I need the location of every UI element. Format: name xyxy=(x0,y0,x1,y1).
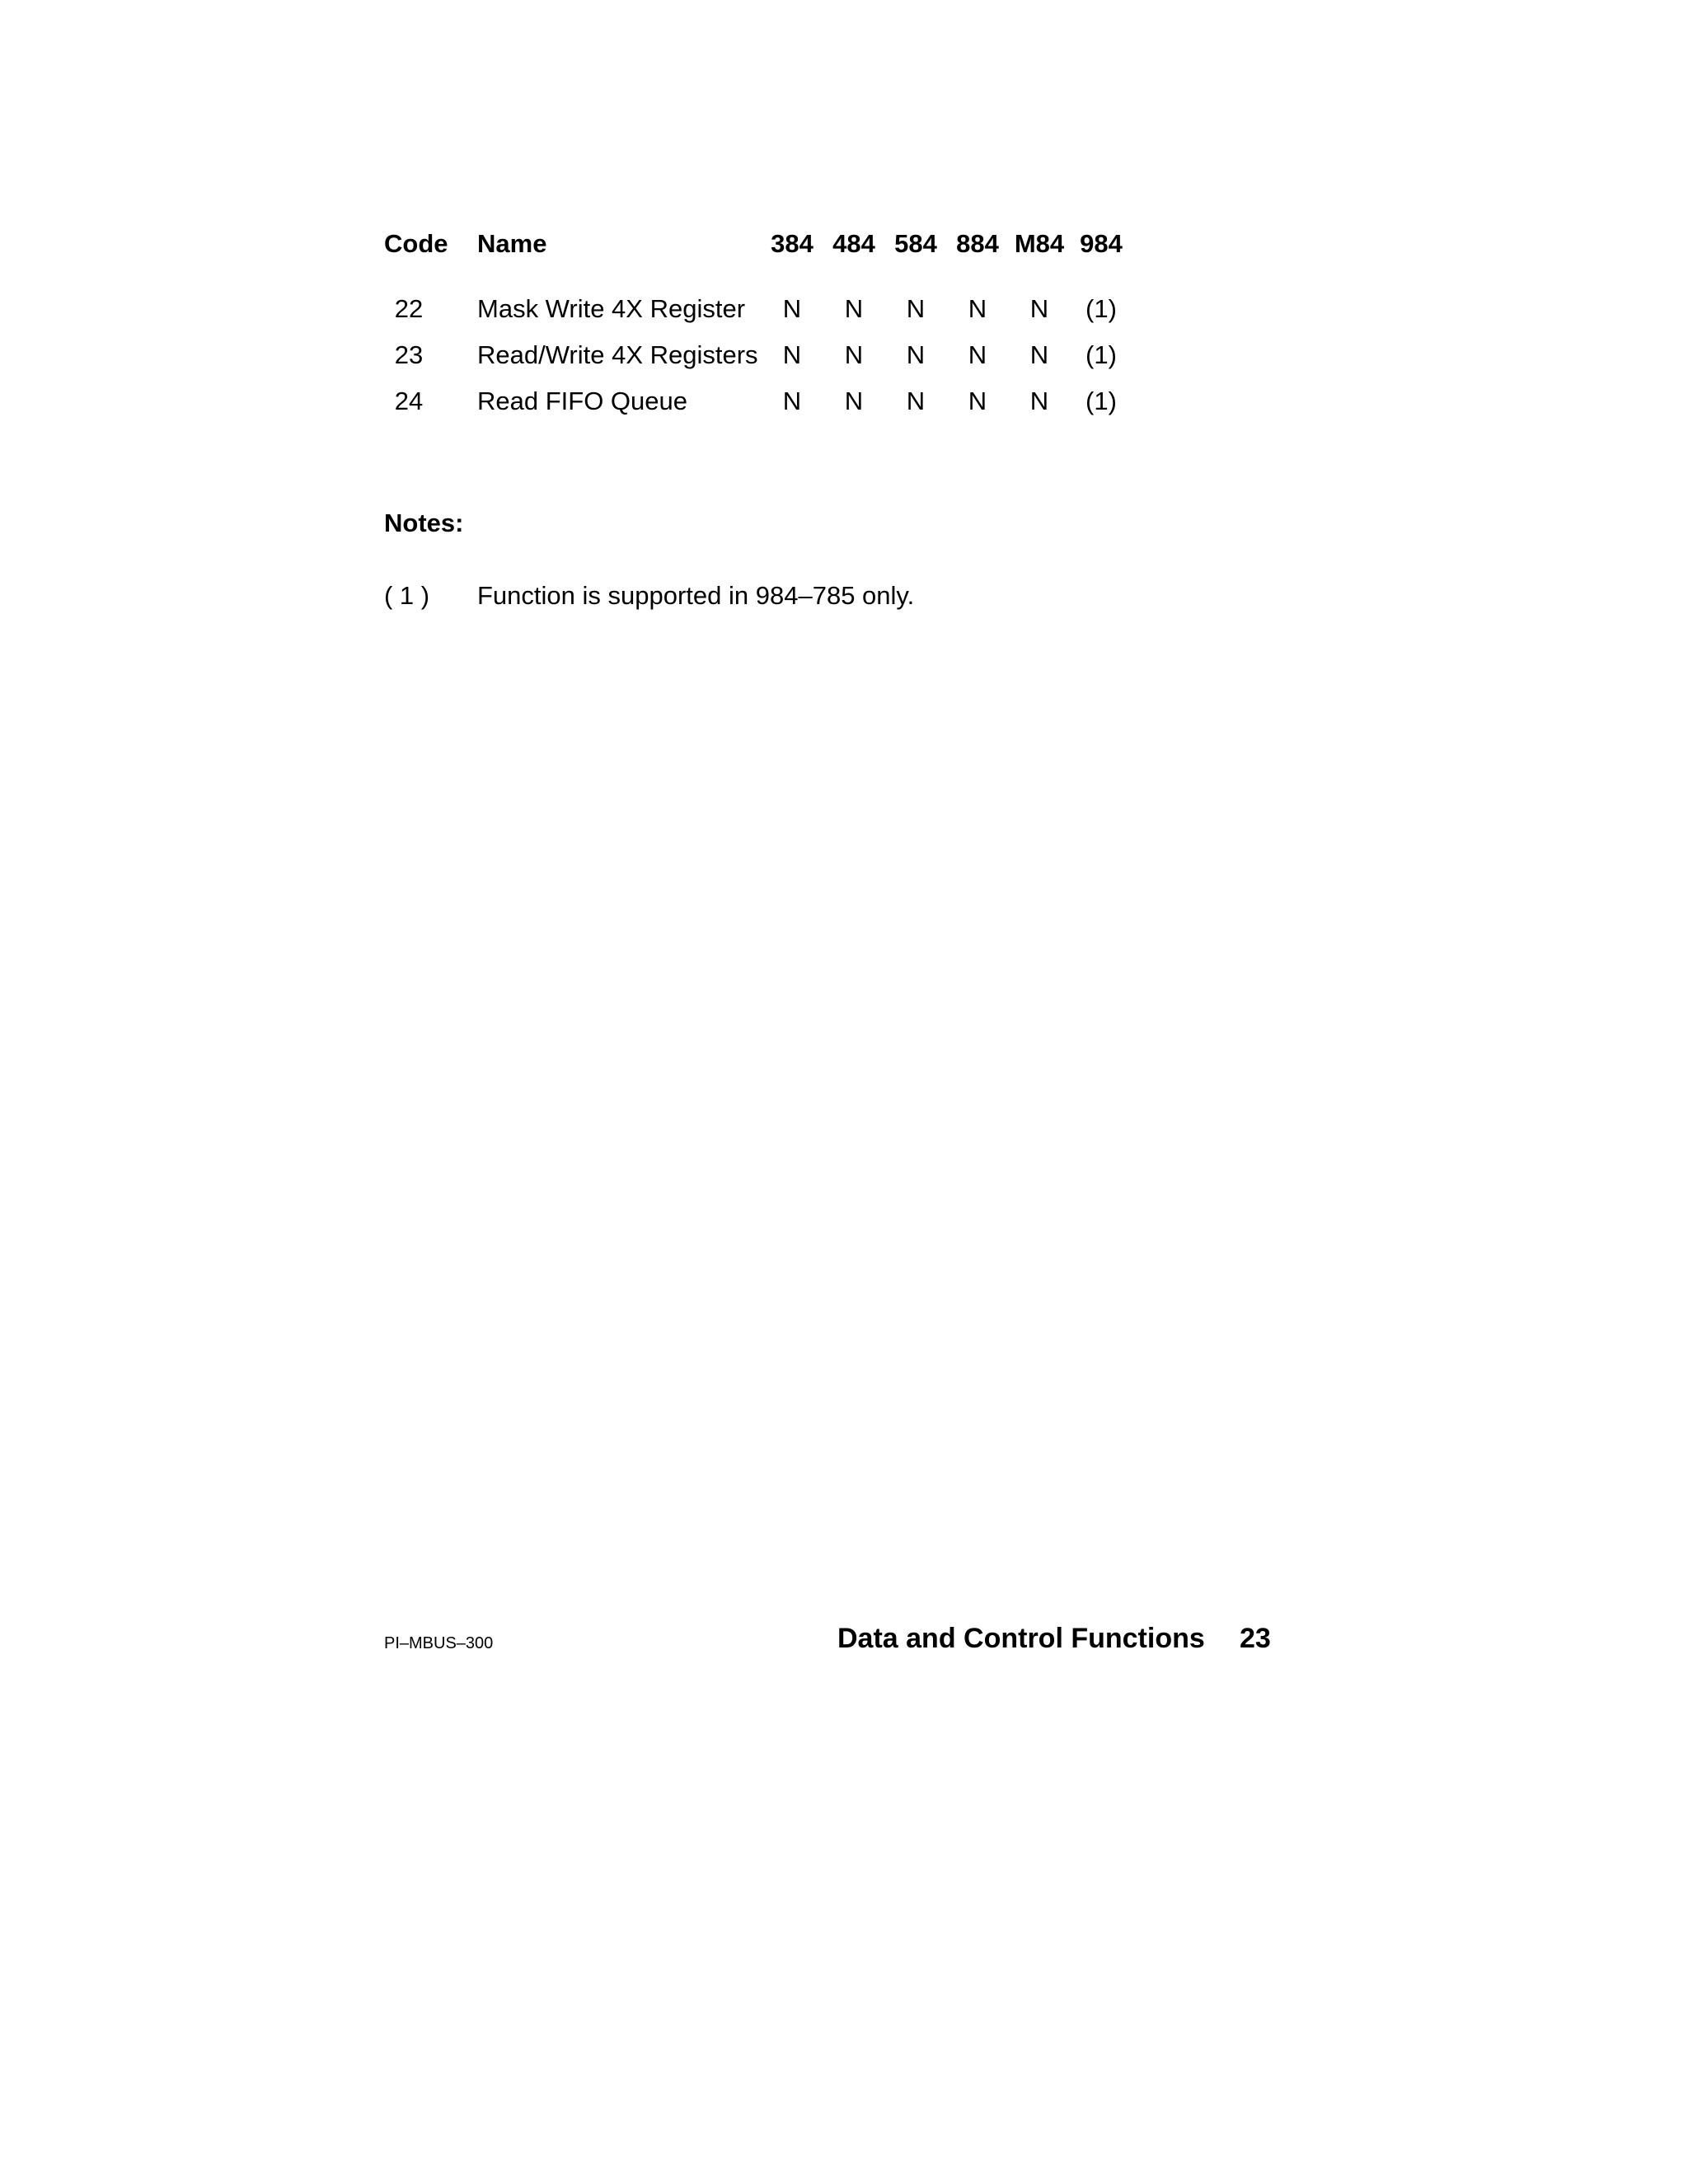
row-code: 22 xyxy=(394,294,424,323)
row-support-884: N xyxy=(968,294,987,323)
note-text: Function is supported in 984–785 only. xyxy=(477,581,915,610)
row-support-484: N xyxy=(844,387,864,415)
header-model-384: 384 xyxy=(771,229,814,258)
row-support-384: N xyxy=(782,387,802,415)
row-support-884: N xyxy=(968,340,987,369)
row-support-484: N xyxy=(844,340,864,369)
footer-section-title: Data and Control Functions xyxy=(837,1623,1205,1654)
row-code: 23 xyxy=(394,340,424,369)
row-support-584: N xyxy=(906,294,926,323)
row-support-984: (1) xyxy=(1085,387,1117,415)
row-name: Mask Write 4X Register xyxy=(477,294,746,323)
row-support-984: (1) xyxy=(1085,294,1117,323)
header-model-584: 584 xyxy=(894,229,937,258)
table-header-row xyxy=(384,221,1208,267)
row-support-584: N xyxy=(906,387,926,415)
footer-page-number: 23 xyxy=(1240,1623,1271,1654)
table-row xyxy=(384,286,1208,332)
row-name: Read FIFO Queue xyxy=(477,387,688,415)
row-support-384: N xyxy=(782,294,802,323)
header-model-m84: M84 xyxy=(1014,229,1065,258)
row-code: 24 xyxy=(394,387,424,415)
row-support-584: N xyxy=(906,340,926,369)
row-support-884: N xyxy=(968,387,987,415)
row-support-984: (1) xyxy=(1085,340,1117,369)
row-name: Read/Write 4X Registers xyxy=(477,340,758,369)
notes-heading: Notes: xyxy=(384,509,464,537)
table-row xyxy=(384,332,1208,378)
note-marker: ( 1 ) xyxy=(384,581,430,610)
header-code: Code xyxy=(384,229,448,258)
row-support-384: N xyxy=(782,340,802,369)
header-model-984: 984 xyxy=(1080,229,1123,258)
footer-document-id: PI–MBUS–300 xyxy=(384,1634,494,1652)
row-support-m84: N xyxy=(1029,387,1049,415)
header-model-884: 884 xyxy=(956,229,999,258)
function-code-table xyxy=(384,221,1208,424)
row-support-m84: N xyxy=(1029,340,1049,369)
row-support-484: N xyxy=(844,294,864,323)
table-row xyxy=(384,378,1208,424)
header-model-484: 484 xyxy=(832,229,875,258)
header-name: Name xyxy=(477,229,547,258)
row-support-m84: N xyxy=(1029,294,1049,323)
